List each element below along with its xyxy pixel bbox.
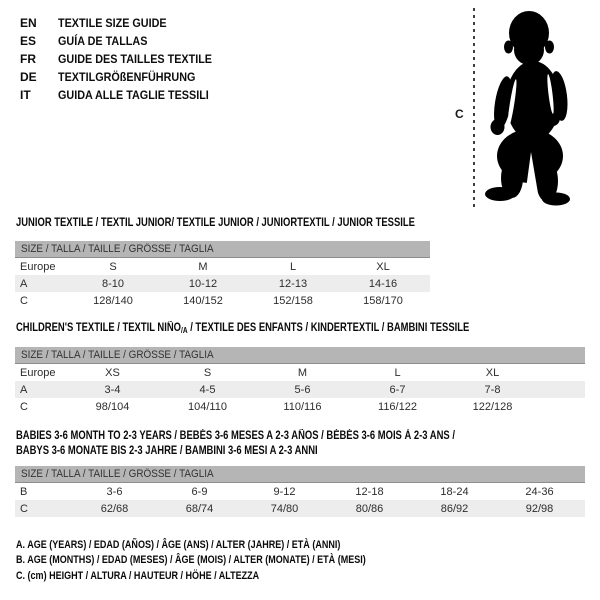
size-cell: M bbox=[198, 260, 208, 273]
spacer-cell bbox=[428, 292, 430, 309]
row-label-cell: A bbox=[20, 277, 28, 290]
spacer-cell bbox=[540, 364, 585, 382]
size-header-row bbox=[15, 466, 585, 483]
age-cell: 8-10 bbox=[101, 277, 125, 290]
region-label-cell: Europe bbox=[20, 260, 56, 273]
height-cell: 74/80 bbox=[270, 502, 299, 515]
size-cell: L bbox=[289, 260, 297, 273]
footnote-age-years: A. AGE (YEARS) / EDAD (AÑOS) / ÂGE (ANS) / ALTER (JAHRE) / ETÀ (ANNI) bbox=[16, 539, 341, 551]
height-cell: 128/140 bbox=[93, 294, 133, 307]
age-cell: 6-7 bbox=[389, 383, 406, 396]
children-size-table bbox=[15, 347, 585, 415]
height-cell: 140/152 bbox=[183, 294, 223, 307]
size-header-label: SIZE / TALLA / TAILLE / GRÖSSE / TAGLIA bbox=[21, 349, 214, 361]
row-label-cell: A bbox=[20, 383, 28, 396]
spacer-cell bbox=[582, 483, 585, 501]
spacer-cell bbox=[428, 258, 430, 276]
height-cell: 158/170 bbox=[363, 294, 403, 307]
size-cell: XS bbox=[105, 366, 120, 379]
babies-size-table bbox=[15, 466, 585, 517]
age-cell: 10-12 bbox=[188, 277, 218, 290]
language-code: IT bbox=[20, 88, 31, 102]
language-row-en bbox=[20, 14, 229, 32]
height-cell: 110/116 bbox=[283, 400, 322, 413]
height-measure-dashed-line bbox=[473, 8, 475, 210]
region-label-cell: Europe bbox=[20, 366, 56, 379]
language-row-de bbox=[20, 68, 229, 86]
size-cell: M bbox=[297, 366, 308, 379]
junior-size-table bbox=[15, 241, 430, 309]
language-title: TEXTILGRÖßENFÜHRUNG bbox=[58, 70, 196, 84]
age-cell: 7-8 bbox=[484, 383, 501, 396]
age-cell: 3-4 bbox=[104, 383, 121, 396]
spacer-cell bbox=[428, 275, 430, 292]
size-header-row bbox=[15, 241, 430, 258]
height-cell: 104/110 bbox=[188, 400, 227, 413]
footnote-age-months: B. AGE (MONTHS) / EDAD (MESES) / ÂGE (MOIS) / ALTER (MONATE) / ETÀ (MESI) bbox=[16, 554, 366, 567]
spacer-cell bbox=[582, 500, 585, 517]
height-cell: 98/104 bbox=[95, 400, 130, 413]
age-cell: 6-9 bbox=[191, 485, 208, 498]
age-cell: 12-13 bbox=[278, 277, 308, 290]
language-code: FR bbox=[20, 52, 36, 66]
height-cell: 92/98 bbox=[525, 502, 554, 515]
size-cell: S bbox=[109, 260, 117, 273]
height-cell: 80/86 bbox=[355, 502, 384, 515]
age-cell: 18-24 bbox=[440, 485, 469, 498]
height-cell: 86/92 bbox=[440, 502, 469, 515]
height-cell: 116/122 bbox=[378, 400, 417, 413]
size-header-row bbox=[15, 347, 585, 364]
size-cell: XL bbox=[376, 260, 390, 273]
age-cell: 14-16 bbox=[368, 277, 398, 290]
region-row bbox=[15, 258, 430, 276]
age-cell: 9-12 bbox=[273, 485, 296, 498]
size-header-cell bbox=[15, 241, 430, 258]
height-cell: 68/74 bbox=[185, 502, 214, 515]
nino-a-subscript: /A bbox=[181, 326, 188, 335]
figure-height-label: C bbox=[455, 107, 464, 121]
age-cell: 3-6 bbox=[106, 485, 123, 498]
age-cell: 12-18 bbox=[355, 485, 384, 498]
age-cell: 4-5 bbox=[199, 383, 216, 396]
spacer-cell bbox=[540, 398, 585, 415]
height-cm-row bbox=[15, 292, 430, 309]
size-header-cell bbox=[15, 347, 585, 364]
language-row-fr bbox=[20, 50, 229, 68]
footnotes bbox=[16, 538, 443, 584]
size-cell: S bbox=[203, 366, 212, 379]
height-cell: 62/68 bbox=[100, 502, 129, 515]
row-label-cell: C bbox=[20, 400, 28, 413]
language-code: ES bbox=[20, 34, 37, 48]
babies-section-title: BABIES 3-6 MONTH TO 2-3 YEARS / BEBÉS 3-6 MESES A 2-3 AÑOS / BÉBÉS 3-6 MOIS À 2-3 ANS / BABYS 3-6 MONATE BIS 2-3 JAHRE / BAMBINI 3-6 MESI A 2-3 ANNI bbox=[16, 430, 455, 457]
language-code: DE bbox=[20, 70, 37, 84]
junior-section-title: JUNIOR TEXTILE / TEXTIL JUNIOR/ TEXTILE JUNIOR / JUNIORTEXTIL / JUNIOR TESSILE bbox=[16, 217, 415, 229]
language-code: EN bbox=[20, 16, 37, 30]
age-months-row bbox=[15, 483, 585, 501]
row-label-cell: C bbox=[20, 294, 28, 307]
height-cell: 152/158 bbox=[273, 294, 313, 307]
height-cell: 122/128 bbox=[472, 400, 513, 413]
row-label-cell: B bbox=[20, 485, 28, 498]
size-header-cell bbox=[15, 466, 585, 483]
spacer-cell bbox=[540, 381, 585, 398]
size-cell: L bbox=[394, 366, 401, 379]
size-cell: XL bbox=[485, 366, 500, 379]
language-title: GUIDA ALLE TAGLIE TESSILI bbox=[58, 88, 209, 102]
toddler-silhouette-icon bbox=[484, 6, 594, 211]
age-cell: 5-6 bbox=[294, 383, 311, 396]
age-years-row bbox=[15, 381, 585, 398]
size-header-label: SIZE / TALLA / TAILLE / GRÖSSE / TAGLIA bbox=[21, 243, 214, 255]
size-header-label: SIZE / TALLA / TAILLE / GRÖSSE / TAGLIA bbox=[21, 468, 214, 480]
language-title: GUIDE DES TAILLES TEXTILE bbox=[58, 52, 213, 66]
language-row-it bbox=[20, 86, 229, 104]
language-row-es bbox=[20, 32, 229, 50]
language-header bbox=[20, 14, 229, 104]
language-title: GUÍA DE TALLAS bbox=[58, 34, 148, 48]
age-years-row bbox=[15, 275, 430, 292]
height-cm-row bbox=[15, 500, 585, 517]
children-section-title: CHILDREN'S TEXTILE / TEXTIL NIÑO/A / TEXTILE DES ENFANTS / KINDERTEXTIL / BAMBINI TESSILE bbox=[16, 322, 470, 335]
height-cm-row bbox=[15, 398, 585, 415]
region-row bbox=[15, 364, 585, 382]
row-label-cell: C bbox=[20, 502, 28, 515]
language-title: TEXTILE SIZE GUIDE bbox=[58, 16, 167, 30]
footnote-height: C. (cm) HEIGHT / ALTURA / HAUTEUR / HÖHE / ALTEZZA bbox=[16, 569, 260, 582]
age-cell: 24-36 bbox=[525, 485, 554, 498]
